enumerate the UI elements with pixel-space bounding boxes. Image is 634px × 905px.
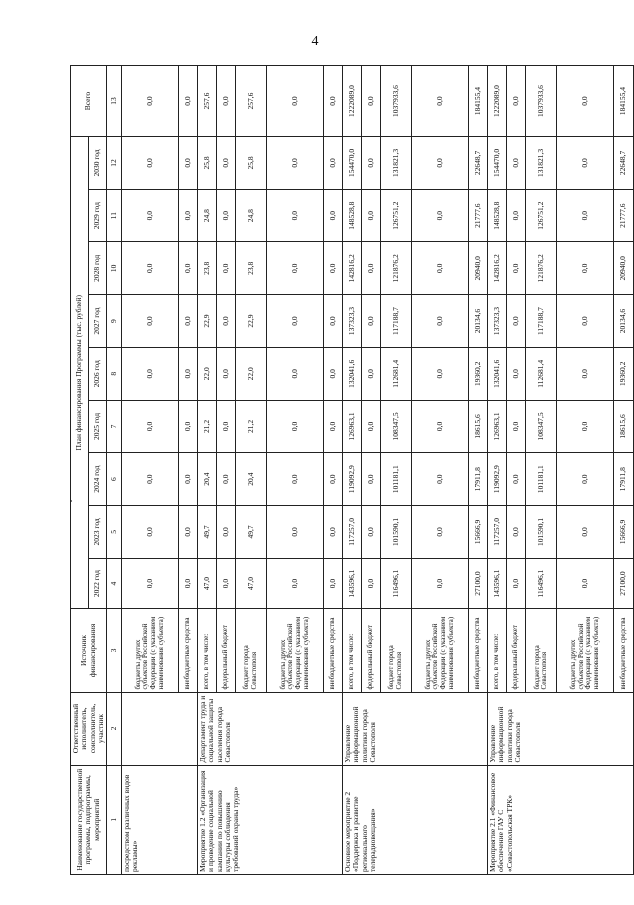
total-value: 0,0	[412, 66, 469, 137]
year-value: 0,0	[362, 295, 381, 348]
year-value: 20940,0	[614, 242, 633, 295]
year-value: 0,0	[267, 189, 324, 242]
year-value: 121876,2	[526, 242, 557, 295]
column-index: 1	[107, 765, 122, 874]
year-value: 0,0	[179, 558, 198, 609]
header-year: 2028 год	[89, 242, 107, 295]
year-value: 0,0	[557, 453, 614, 506]
year-value: 0,0	[324, 453, 343, 506]
year-value: 0,0	[557, 506, 614, 559]
year-value: 0,0	[179, 400, 198, 453]
total-value: 257,6	[236, 66, 267, 137]
year-value: 112681,4	[526, 347, 557, 400]
column-index: 10	[107, 242, 122, 295]
year-value: 47,0	[198, 558, 217, 609]
funding-source: всего, в том числе:	[343, 609, 362, 692]
year-value: 119092,9	[488, 453, 507, 506]
funding-source: федеральный бюджет	[217, 609, 236, 692]
header-year: 2023 год	[89, 506, 107, 559]
year-value: 0,0	[507, 347, 526, 400]
year-value: 22,9	[198, 295, 217, 348]
funding-source: внебюджетные средства	[469, 609, 488, 692]
year-value: 0,0	[362, 189, 381, 242]
executor	[122, 692, 198, 765]
year-value: 0,0	[324, 400, 343, 453]
year-value: 0,0	[122, 242, 179, 295]
year-value: 148528,8	[343, 189, 362, 242]
year-value: 49,7	[198, 506, 217, 559]
year-value: 0,0	[412, 295, 469, 348]
year-value: 0,0	[267, 295, 324, 348]
page-number: 4	[311, 34, 319, 49]
year-value: 0,0	[557, 242, 614, 295]
year-value: 21,2	[198, 400, 217, 453]
year-value: 20134,6	[469, 295, 488, 348]
year-value: 0,0	[122, 453, 179, 506]
year-value: 18615,6	[469, 400, 488, 453]
year-value: 21777,6	[469, 189, 488, 242]
total-value: 0,0	[267, 66, 324, 137]
year-value: 0,0	[507, 506, 526, 559]
year-value: 0,0	[267, 137, 324, 190]
funding-source: бюджеты других субъектов Российской Федерации (с указанием наименования субъекта)	[557, 609, 614, 692]
year-value: 132041,6	[343, 347, 362, 400]
year-value: 101590,1	[381, 506, 412, 559]
year-value: 137323,3	[488, 295, 507, 348]
year-value: 0,0	[324, 189, 343, 242]
year-value: 0,0	[324, 347, 343, 400]
year-value: 0,0	[122, 558, 179, 609]
executor: Департамент труда и социальной защиты населения города Севастополя	[198, 692, 343, 765]
total-value: 257,6	[198, 66, 217, 137]
year-value: 0,0	[412, 347, 469, 400]
header-plan-title: План финансирования Программы (тыс. рублей)	[71, 137, 89, 609]
year-value: 0,0	[557, 558, 614, 609]
total-value: 1037933,6	[526, 66, 557, 137]
year-value: 17911,8	[469, 453, 488, 506]
total-value: 0,0	[217, 66, 236, 137]
year-value: 0,0	[267, 558, 324, 609]
year-value: 0,0	[412, 137, 469, 190]
total-value: 0,0	[507, 66, 526, 137]
year-value: 0,0	[217, 506, 236, 559]
year-value: 0,0	[507, 295, 526, 348]
year-value: 116496,1	[381, 558, 412, 609]
total-value: 184155,4	[469, 66, 488, 137]
funding-source: всего, в том числе:	[198, 609, 217, 692]
year-value: 0,0	[507, 400, 526, 453]
header-source: Источник финансирования	[71, 609, 107, 692]
funding-source: федеральный бюджет	[507, 609, 526, 692]
total-value: 1222089,0	[488, 66, 507, 137]
year-value: 0,0	[324, 137, 343, 190]
column-index: 11	[107, 189, 122, 242]
rotated-table-area	[70, 65, 628, 875]
year-value: 21777,6	[614, 189, 633, 242]
year-value: 0,0	[412, 400, 469, 453]
rotated-table-frame	[70, 65, 628, 875]
year-value: 0,0	[362, 400, 381, 453]
year-value: 0,0	[412, 506, 469, 559]
year-value: 0,0	[217, 558, 236, 609]
executor: Управление информационной политики города Севастополя	[343, 692, 488, 765]
activity-name: Мероприятие 1.2 «Организация и проведение социальной кампании по повышению культуры соблюдения требований охраны труда»	[198, 765, 343, 874]
year-value: 0,0	[179, 347, 198, 400]
year-value: 0,0	[507, 137, 526, 190]
year-value: 132041,6	[488, 347, 507, 400]
year-value: 0,0	[122, 347, 179, 400]
year-value: 0,0	[179, 137, 198, 190]
year-value: 0,0	[179, 189, 198, 242]
year-value: 0,0	[267, 506, 324, 559]
executor: Управление информационной политики города Севастополя	[488, 692, 633, 765]
total-value: 0,0	[324, 66, 343, 137]
year-value: 154470,0	[488, 137, 507, 190]
header-year: 2025 год	[89, 400, 107, 453]
funding-source: всего, в том числе:	[488, 609, 507, 692]
header-year: 2024 год	[89, 453, 107, 506]
year-value: 0,0	[362, 506, 381, 559]
column-index: 12	[107, 137, 122, 190]
year-value: 0,0	[217, 347, 236, 400]
year-value: 108347,5	[526, 400, 557, 453]
year-value: 0,0	[179, 295, 198, 348]
year-value: 23,8	[236, 242, 267, 295]
year-value: 0,0	[507, 189, 526, 242]
year-value: 0,0	[362, 347, 381, 400]
year-value: 0,0	[217, 137, 236, 190]
activity-name: Основное мероприятие 2 «Поддержка и развитие регионального телерадиовещания»	[343, 765, 488, 874]
total-value: 184155,4	[614, 66, 633, 137]
year-value: 0,0	[179, 242, 198, 295]
year-value: 18615,6	[614, 400, 633, 453]
header-year: 2027 год	[89, 295, 107, 348]
year-value: 0,0	[217, 189, 236, 242]
year-value: 148528,8	[488, 189, 507, 242]
year-value: 0,0	[122, 400, 179, 453]
year-value: 116496,1	[526, 558, 557, 609]
year-value: 0,0	[324, 506, 343, 559]
year-value: 143596,1	[488, 558, 507, 609]
total-value: 0,0	[122, 66, 179, 137]
total-value: 0,0	[557, 66, 614, 137]
year-value: 126963,1	[343, 400, 362, 453]
year-value: 0,0	[507, 242, 526, 295]
financing-plan-table	[70, 65, 634, 875]
table-row	[488, 66, 507, 875]
year-value: 22,0	[198, 347, 217, 400]
year-value: 108347,5	[381, 400, 412, 453]
year-value: 0,0	[412, 242, 469, 295]
year-value: 143596,1	[343, 558, 362, 609]
total-value: 0,0	[179, 66, 198, 137]
year-value: 0,0	[267, 453, 324, 506]
year-value: 101590,1	[526, 506, 557, 559]
column-index: 13	[107, 66, 122, 137]
funding-source: бюджеты других субъектов Российской Федерации (с указанием наименования субъекта)	[122, 609, 179, 692]
column-index: 8	[107, 347, 122, 400]
header-total: Всего	[71, 66, 107, 137]
year-value: 117188,7	[381, 295, 412, 348]
year-value: 0,0	[179, 506, 198, 559]
header-year: 2030 год	[89, 137, 107, 190]
year-value: 0,0	[122, 189, 179, 242]
funding-source: федеральный бюджет	[362, 609, 381, 692]
year-value: 0,0	[267, 242, 324, 295]
funding-source: бюджет города Севастополя	[526, 609, 557, 692]
header-executor: Ответственный исполнитель, соисполнитель, участник	[71, 692, 107, 765]
year-value: 15666,9	[614, 506, 633, 559]
year-value: 0,0	[122, 137, 179, 190]
year-value: 0,0	[362, 242, 381, 295]
year-value: 119092,9	[343, 453, 362, 506]
year-value: 0,0	[267, 400, 324, 453]
total-value: 1037933,6	[381, 66, 412, 137]
header-year: 2026 год	[89, 347, 107, 400]
year-value: 17911,8	[614, 453, 633, 506]
year-value: 21,2	[236, 400, 267, 453]
year-value: 22,9	[236, 295, 267, 348]
funding-source: внебюджетные средства	[179, 609, 198, 692]
column-index: 6	[107, 453, 122, 506]
year-value: 117257,0	[488, 506, 507, 559]
column-index: 7	[107, 400, 122, 453]
year-value: 0,0	[557, 189, 614, 242]
year-value: 20940,0	[469, 242, 488, 295]
year-value: 0,0	[412, 558, 469, 609]
year-value: 15666,9	[469, 506, 488, 559]
funding-source: бюджеты других субъектов Российской Федерации (с указанием наименования субъекта)	[412, 609, 469, 692]
year-value: 20,4	[236, 453, 267, 506]
year-value: 25,8	[236, 137, 267, 190]
year-value: 27100,0	[469, 558, 488, 609]
year-value: 20,4	[198, 453, 217, 506]
year-value: 22,0	[236, 347, 267, 400]
total-value: 0,0	[362, 66, 381, 137]
header-year: 2029 год	[89, 189, 107, 242]
year-value: 0,0	[122, 506, 179, 559]
year-value: 0,0	[362, 558, 381, 609]
year-value: 0,0	[217, 295, 236, 348]
table-row	[198, 66, 217, 875]
table-body	[122, 66, 634, 875]
year-value: 117257,0	[343, 506, 362, 559]
year-value: 0,0	[557, 137, 614, 190]
funding-source: бюджет города Севастополя	[381, 609, 412, 692]
year-value: 0,0	[557, 400, 614, 453]
funding-source: внебюджетные средства	[614, 609, 633, 692]
year-value: 131821,3	[526, 137, 557, 190]
year-value: 0,0	[324, 242, 343, 295]
total-value: 1222089,0	[343, 66, 362, 137]
year-value: 101181,1	[526, 453, 557, 506]
year-value: 49,7	[236, 506, 267, 559]
year-value: 22648,7	[614, 137, 633, 190]
year-value: 126751,2	[526, 189, 557, 242]
year-value: 0,0	[179, 453, 198, 506]
funding-source: бюджеты других субъектов Российской Федерации (с указанием наименования субъекта)	[267, 609, 324, 692]
column-index: 4	[107, 558, 122, 609]
header-name: Наименование государственной программы, подпрограммы, мероприятий	[71, 765, 107, 874]
year-value: 23,8	[198, 242, 217, 295]
year-value: 0,0	[324, 295, 343, 348]
year-value: 0,0	[324, 558, 343, 609]
year-value: 0,0	[557, 295, 614, 348]
year-value: 0,0	[122, 295, 179, 348]
year-value: 142816,2	[343, 242, 362, 295]
year-value: 0,0	[217, 453, 236, 506]
year-value: 24,8	[236, 189, 267, 242]
year-value: 0,0	[217, 242, 236, 295]
year-value: 121876,2	[381, 242, 412, 295]
year-value: 0,0	[267, 347, 324, 400]
year-value: 27100,0	[614, 558, 633, 609]
year-value: 0,0	[412, 189, 469, 242]
year-value: 0,0	[557, 347, 614, 400]
activity-name: посредством различных видов рекламы»	[122, 765, 198, 874]
year-value: 137323,3	[343, 295, 362, 348]
year-value: 126963,1	[488, 400, 507, 453]
year-value: 19360,2	[469, 347, 488, 400]
year-value: 117188,7	[526, 295, 557, 348]
funding-source: внебюджетные средства	[324, 609, 343, 692]
column-index: 3	[107, 609, 122, 692]
year-value: 25,8	[198, 137, 217, 190]
year-value: 19360,2	[614, 347, 633, 400]
year-value: 22648,7	[469, 137, 488, 190]
table-row	[343, 66, 362, 875]
funding-source: бюджет города Севастополя	[236, 609, 267, 692]
year-value: 131821,3	[381, 137, 412, 190]
year-value: 154470,0	[343, 137, 362, 190]
table-row	[122, 66, 179, 875]
year-value: 0,0	[362, 453, 381, 506]
year-value: 0,0	[362, 137, 381, 190]
year-value: 101181,1	[381, 453, 412, 506]
header-year: 2022 год	[89, 558, 107, 609]
column-index: 9	[107, 295, 122, 348]
year-value: 47,0	[236, 558, 267, 609]
year-value: 0,0	[507, 453, 526, 506]
year-value: 142816,2	[488, 242, 507, 295]
year-value: 112681,4	[381, 347, 412, 400]
year-value: 0,0	[217, 400, 236, 453]
column-index: 5	[107, 506, 122, 559]
activity-name: Мероприятие 2.1 «Финансовое обеспечение ГАУ С «Севастопольская ТРК»	[488, 765, 633, 874]
year-value: 0,0	[412, 453, 469, 506]
year-value: 126751,2	[381, 189, 412, 242]
column-index: 2	[107, 692, 122, 765]
year-value: 20134,6	[614, 295, 633, 348]
year-value: 0,0	[507, 558, 526, 609]
year-value: 24,8	[198, 189, 217, 242]
